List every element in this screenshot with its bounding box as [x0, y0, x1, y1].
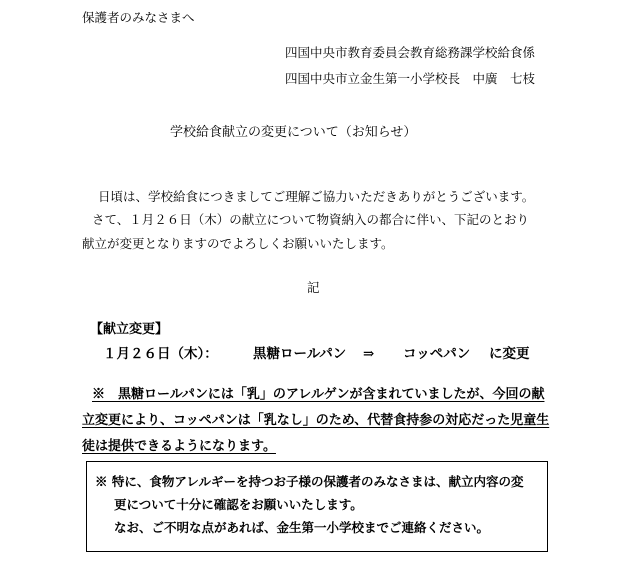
- document-title: 学校給食献立の変更について（お知らせ）: [170, 125, 417, 140]
- change-heading: 【献立変更】: [90, 322, 169, 337]
- addressee: 保護者のみなさまへ: [82, 10, 195, 25]
- body-line-1: 日頃は、学校給食につきましてご理解ご協力いただきありがとうございます。: [98, 189, 535, 204]
- ki-marker: 記: [307, 280, 320, 295]
- change-suffix: に変更: [489, 346, 530, 362]
- change-to-item: コッペパン: [403, 346, 471, 362]
- notice-box: [86, 461, 548, 552]
- allergen-note-line-2: 立変更により、コッペパンは「乳なし」のため、代替食持参の対応だった児童生: [82, 413, 550, 428]
- notice-box-line-1: ※ 特に、食物アレルギーを持つお子様の保護者のみなさまは、献立内容の変: [95, 474, 524, 489]
- allergen-note-line-1: ※ 黒糖ロールパンには「乳」のアレルゲンが含まれていましたが、今回の献: [92, 387, 545, 402]
- allergen-note-line-3: 徒は提供できるようになります。: [82, 439, 276, 454]
- change-from-item: 黒糖ロールパン: [253, 346, 347, 362]
- sender-line-1: 四国中央市教育委員会教育総務課学校給食係: [285, 45, 536, 60]
- notice-box-line-2: 更について十分に確認をお願いいたします。: [114, 497, 363, 512]
- body-line-2: さて、１月２６日（木）の献立について物資納入の都合に伴い、下記のとおり: [92, 212, 530, 227]
- change-date: １月２６日（木）：: [103, 346, 218, 362]
- body-line-3: 献立が変更となりますのでよろしくお願いいたします。: [82, 236, 394, 251]
- notice-box-line-3: なお、ご不明な点があれば、金生第一小学校までご連絡ください。: [114, 520, 490, 535]
- allergen-note: [82, 382, 552, 460]
- change-detail: [103, 346, 530, 362]
- arrow-icon: ⇒: [363, 346, 375, 362]
- sender-line-2: 四国中央市立金生第一小学校長 中廣 七枝: [285, 71, 536, 86]
